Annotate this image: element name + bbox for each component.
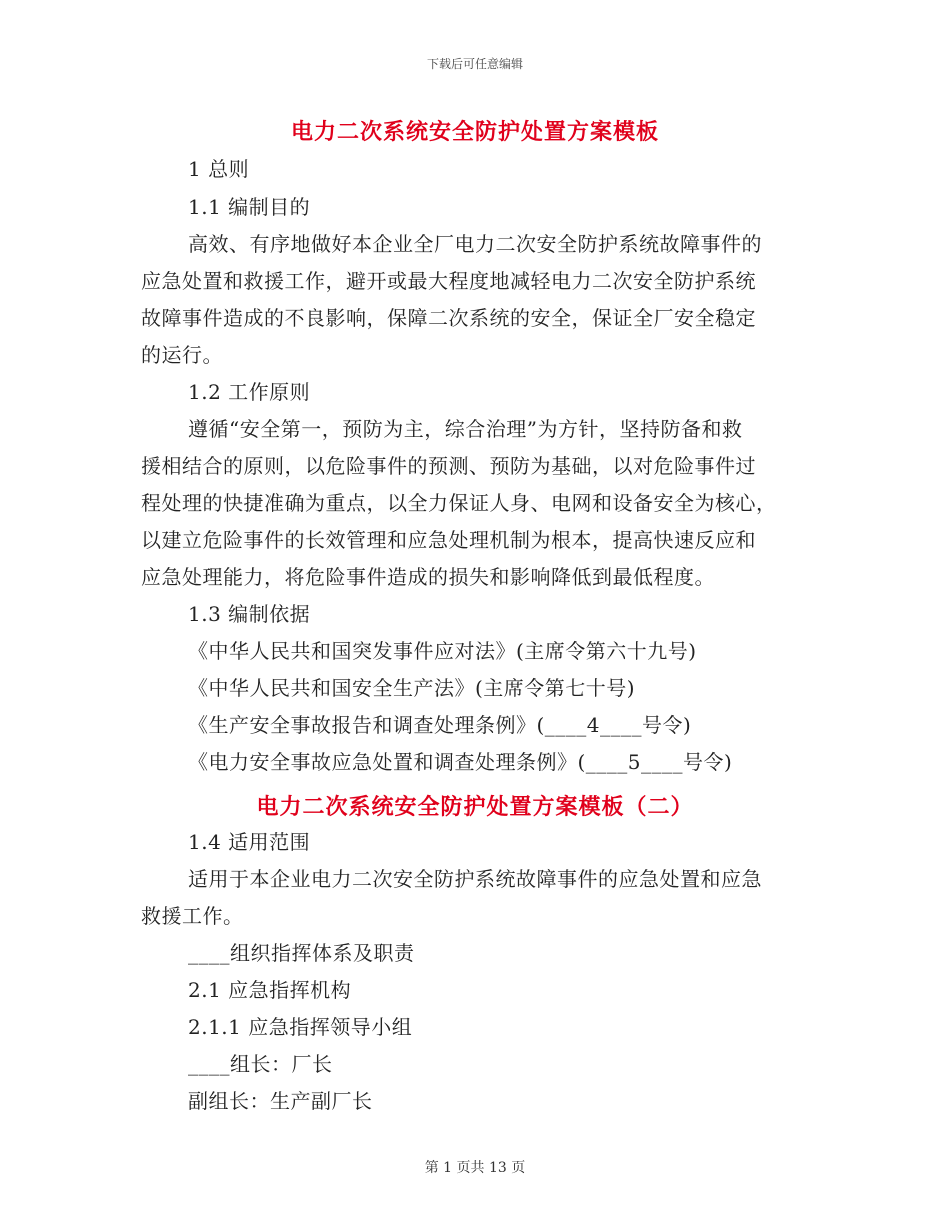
deputy-line: 副组长：生产副厂长 (188, 1089, 373, 1113)
page-footer: 第 1 页共 13 页 (424, 1160, 526, 1176)
section-heading-1-4: 1.4 适用范围 (188, 830, 311, 854)
reference-item: 《电力安全事故应急处置和调查处理条例》(____5____号令) (188, 750, 733, 774)
header-note: 下载后可任意编辑 (426, 57, 523, 71)
document-subtitle: 电力二次系统安全防护处置方案模板（二） (256, 794, 694, 820)
paragraph-line: 以建立危险事件的长效管理和应急处理机制为根本，提高快速反应和 (141, 528, 756, 552)
paragraph-line: 应急处置和救援工作，避开或最大程度地减轻电力二次安全防护系统 (141, 269, 756, 293)
section-heading-2-1-1: 2.1.1 应急指挥领导小组 (188, 1015, 413, 1039)
reference-item: 《中华人民共和国突发事件应对法》(主席令第六十九号) (188, 639, 697, 663)
leader-line: ____组长：厂长 (188, 1052, 333, 1076)
reference-item: 《生产安全事故报告和调查处理条例》(____4____号令) (188, 713, 692, 737)
section-heading-1-3: 1.3 编制依据 (188, 602, 311, 626)
document-title: 电力二次系统安全防护处置方案模板 (290, 119, 659, 145)
section-heading-2-1: 2.1 应急指挥机构 (188, 978, 352, 1002)
section-heading-1-1: 1.1 编制目的 (188, 195, 311, 219)
paragraph-line: 遵循“安全第一，预防为主，综合治理”为方针，坚持防备和救 (188, 417, 743, 441)
paragraph-line: 应急处理能力，将危险事件造成的损失和影响降低到最低程度。 (141, 565, 715, 589)
paragraph-line: 援相结合的原则，以危险事件的预测、预防为基础，以对危险事件过 (141, 454, 756, 478)
paragraph-line: 适用于本企业电力二次安全防护系统故障事件的应急处置和应急 (188, 867, 762, 891)
section-heading-1: 1 总则 (188, 157, 250, 181)
reference-item: 《中华人民共和国安全生产法》(主席令第七十号) (188, 676, 636, 700)
paragraph-line: 的运行。 (141, 343, 223, 367)
section-heading-1-2: 1.2 工作原则 (188, 380, 311, 404)
paragraph-line: 高效、有序地做好本企业全厂电力二次安全防护系统故障事件的 (188, 232, 762, 256)
paragraph-line: 程处理的快捷准确为重点，以全力保证人身、电网和设备安全为核心， (141, 491, 777, 515)
paragraph-line: 救援工作。 (141, 904, 244, 928)
paragraph-line: 故障事件造成的不良影响，保障二次系统的安全，保证全厂安全稳定 (141, 306, 756, 330)
section-heading-2: ____组织指挥体系及职责 (188, 941, 415, 965)
